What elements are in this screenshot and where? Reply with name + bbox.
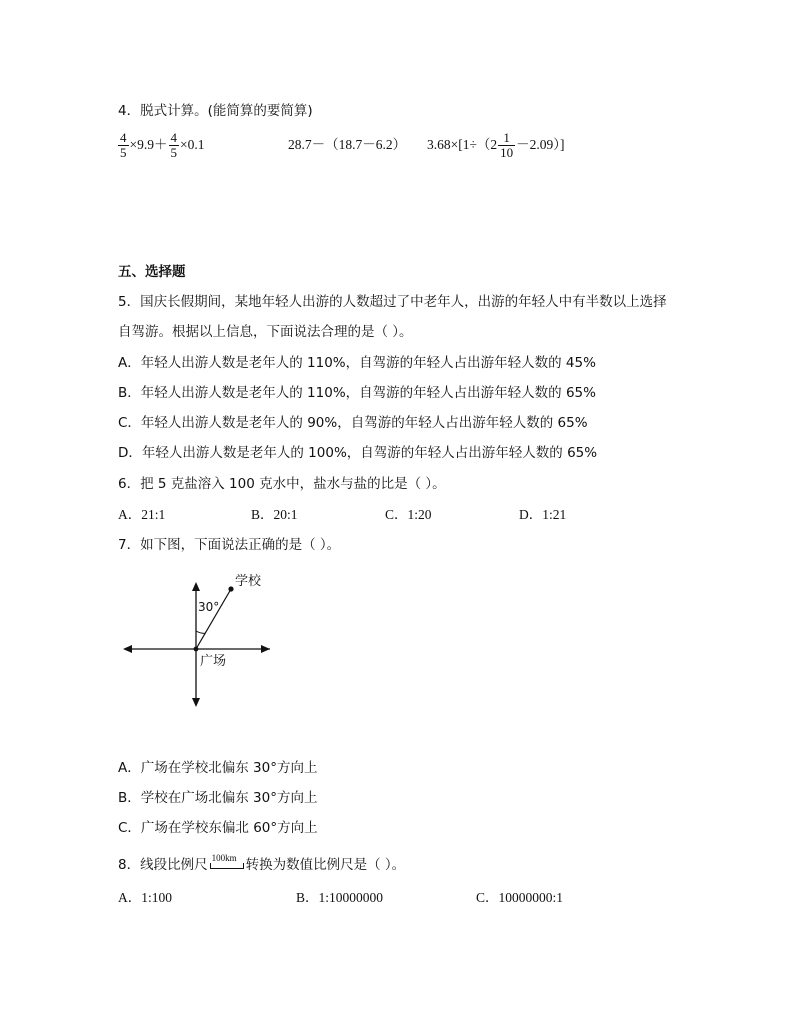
q6-stem: 6．把 5 克盐溶入 100 克水中，盐水与盐的比是（ ）。 bbox=[118, 476, 446, 492]
arrow-north-icon bbox=[192, 582, 200, 591]
q4-expression-1 bbox=[117, 128, 205, 162]
scale-label: 100km bbox=[211, 853, 237, 863]
q8-stem-text: 8．线段比例尺 bbox=[118, 857, 208, 873]
q5-stem-line-2: 自驾游。根据以上信息，下面说法合理的是（ ）。 bbox=[118, 324, 413, 340]
school-label: 学校 bbox=[235, 574, 262, 589]
q5-option-c: C．年轻人出游人数是老年人的 90%，自驾游的年轻人占出游年轻人数的 65% bbox=[118, 415, 588, 431]
q5-option-d: D．年轻人出游人数是老年人的 100%，自驾游的年轻人占出游年轻人数的 65% bbox=[118, 445, 598, 461]
q8-option-c: C．10000000:1 bbox=[476, 890, 564, 905]
q5-option-a: A．年轻人出游人数是老年人的 110%，自驾游的年轻人占出游年轻人数的 45% bbox=[118, 355, 596, 371]
q8-stem-text: 转换为数值比例尺是（ ）。 bbox=[245, 857, 406, 873]
q7-stem: 7．如下图，下面说法正确的是（ ）。 bbox=[118, 537, 341, 553]
plaza-point bbox=[194, 647, 199, 652]
q6-option-d: D．1:21 bbox=[519, 507, 567, 522]
q7-option-a: A．广场在学校北偏东 30°方向上 bbox=[118, 760, 318, 776]
q8-option-b: B．1:10000000 bbox=[296, 890, 384, 905]
q6-option-b: B．20:1 bbox=[251, 507, 298, 522]
fraction: $\frac{4}{5}$ bbox=[170, 130, 177, 161]
arrow-east-icon bbox=[261, 645, 270, 653]
expr-text: 3.68×[1÷（2 bbox=[427, 137, 498, 152]
q8-stem bbox=[118, 855, 405, 875]
direction-diagram-svg bbox=[120, 565, 280, 715]
q4-title: 4．脱式计算。(能简算的要简算) bbox=[118, 103, 313, 119]
expr-text: ×9.9＋ bbox=[129, 137, 168, 152]
angle-label: 30° bbox=[198, 600, 220, 614]
plaza-label: 广场 bbox=[200, 654, 227, 669]
q6-option-c: C．1:20 bbox=[385, 507, 432, 522]
q4-expression-2: 28.7－（18.7－6.2） bbox=[288, 137, 407, 152]
q4-expression-3 bbox=[427, 128, 565, 162]
direction-diagram bbox=[120, 565, 280, 715]
expr-text: －2.09）] bbox=[516, 137, 565, 152]
q6-option-a: A．21:1 bbox=[118, 507, 166, 522]
line-segment-scale bbox=[210, 853, 244, 871]
q5-stem-line-1: 5．国庆长假期间，某地年轻人出游的人数超过了中老年人，出游的年轻人中有半数以上选择 bbox=[118, 294, 667, 310]
q8-option-a: A．1:100 bbox=[118, 890, 172, 905]
scale-bar-segment bbox=[210, 863, 244, 869]
expr-text: ×0.1 bbox=[180, 137, 205, 152]
fraction: $\frac{1}{10}$ bbox=[500, 130, 514, 161]
q7-option-b: B．学校在广场北偏东 30°方向上 bbox=[118, 790, 318, 806]
section-title: 五、选择题 bbox=[118, 264, 186, 280]
q7-option-c: C．广场在学校东偏北 60°方向上 bbox=[118, 820, 318, 836]
angle-arc bbox=[196, 631, 205, 633]
fraction: $\frac{4}{5}$ bbox=[120, 130, 127, 161]
arrow-south-icon bbox=[192, 698, 200, 707]
arrow-west-icon bbox=[123, 645, 132, 653]
school-point bbox=[228, 586, 233, 591]
school-direction-line bbox=[196, 589, 231, 649]
q5-option-b: B．年轻人出游人数是老年人的 110%，自驾游的年轻人占出游年轻人数的 65% bbox=[118, 385, 596, 401]
